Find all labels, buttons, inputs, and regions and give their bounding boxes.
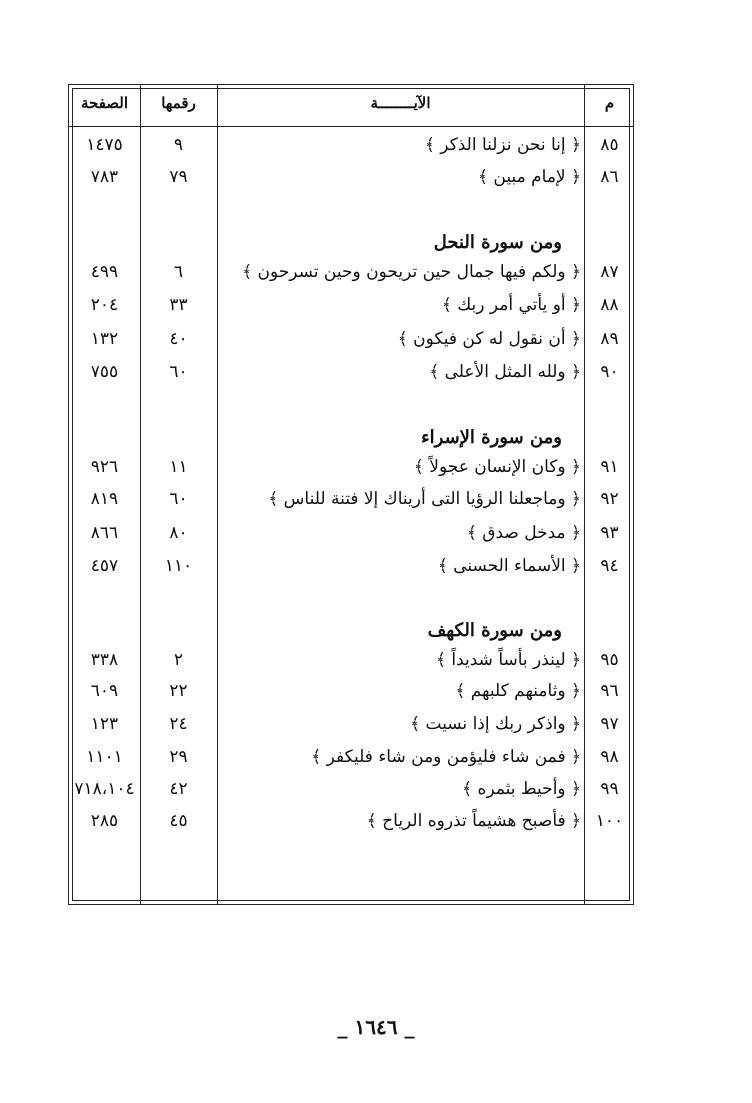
cell-serial: ٩٢ [600, 489, 619, 509]
cell-page: ١٣٢ [90, 329, 119, 349]
cell-ayah-number: ٨٠ [169, 523, 188, 543]
cell-serial: ٩٨ [600, 747, 619, 767]
cell-page: ٨٦٦ [90, 523, 119, 543]
cell-verse: ﴿ وثامنهم كلبهم ﴾ [455, 681, 581, 701]
cell-page: ٧١٨،١٠٤ [74, 779, 135, 799]
cell-ayah-number: ١١٠ [164, 556, 193, 576]
cell-verse: ﴿ وأحيط بثمره ﴾ [462, 779, 581, 799]
cell-page: ٧٥٥ [90, 362, 119, 382]
cell-page: ٢٠٤ [90, 295, 119, 315]
cell-serial: ٨٦ [600, 167, 619, 187]
cell-serial: ٩٩ [600, 779, 619, 799]
cell-ayah-number: ٤٠ [169, 329, 188, 349]
cell-ayah-number: ٢٩ [169, 747, 188, 767]
cell-serial: ٩١ [600, 457, 619, 477]
cell-verse: ﴿ لإمام مبين ﴾ [478, 167, 581, 187]
cell-page: ٧٨٣ [90, 167, 119, 187]
cell-serial: ٨٨ [600, 295, 619, 315]
cell-verse: ﴿ وكان الإنسان عجولاً ﴾ [413, 457, 581, 477]
cell-ayah-number: ٧٩ [169, 167, 188, 187]
header-verse: الآيــــــــة [370, 94, 431, 112]
cell-verse: ﴿ فأصبح هشيماً تذروه الرياح ﴾ [366, 811, 581, 831]
cell-serial: ٨٥ [600, 135, 619, 155]
cell-serial: ٩٠ [600, 362, 619, 382]
cell-verse: ﴿ إنا نحن نزلنا الذكر ﴾ [424, 135, 581, 155]
cell-page: ٨١٩ [90, 489, 119, 509]
surah-heading: ومن سورة الإسراء [421, 427, 562, 448]
cell-serial: ٨٧ [600, 262, 619, 282]
cell-serial: ٩٦ [600, 681, 619, 701]
cell-serial: ٩٤ [600, 556, 619, 576]
header-page: الصفحة [80, 94, 129, 112]
cell-ayah-number: ٤٥ [169, 811, 188, 831]
cell-page: ١٢٣ [90, 714, 119, 734]
surah-heading: ومن سورة النحل [433, 232, 562, 253]
cell-page: ١١٠١ [86, 747, 123, 767]
cell-verse: ﴿ لينذر بأساً شديداً ﴾ [436, 650, 581, 670]
cell-verse: ﴿ واذكر ربك إذا نسيت ﴾ [410, 714, 581, 734]
cell-ayah-number: ٤٢ [169, 779, 188, 799]
cell-serial: ٩٥ [600, 650, 619, 670]
cell-ayah-number: ٣٣ [169, 295, 188, 315]
index-table [68, 84, 634, 905]
cell-ayah-number: ٢ [173, 650, 184, 670]
cell-ayah-number: ٦٠ [169, 489, 188, 509]
cell-page: ٤٥٧ [90, 556, 119, 576]
cell-page: ١٤٧٥ [86, 135, 123, 155]
cell-verse: ﴿ ولكم فيها جمال حين تريحون وحين تسرحون ﴾ [242, 262, 581, 282]
cell-verse: ﴿ أن نقول له كن فيكون ﴾ [397, 329, 581, 349]
surah-heading: ومن سورة الكهف [427, 620, 562, 641]
cell-verse: ﴿ وماجعلنا الرؤيا التى أريناك إلا فتنة للناس ﴾ [268, 489, 581, 509]
cell-serial: ٩٧ [600, 714, 619, 734]
cell-verse: ﴿ الأسماء الحسنى ﴾ [437, 556, 581, 576]
cell-ayah-number: ٢٢ [169, 681, 188, 701]
cell-verse: ﴿ أو يأتي أمر ربك ﴾ [441, 295, 581, 315]
cell-ayah-number: ٦٠ [169, 362, 188, 382]
cell-verse: ﴿ مدخل صدق ﴾ [466, 523, 581, 543]
header-ayah-number: رقمها [161, 94, 196, 112]
cell-ayah-number: ٩ [173, 135, 184, 155]
cell-ayah-number: ٦ [173, 262, 184, 282]
cell-page: ٣٣٨ [90, 650, 119, 670]
cell-serial: ٨٩ [600, 329, 619, 349]
cell-serial: ١٠٠ [595, 811, 624, 831]
cell-page: ٤٩٩ [90, 262, 119, 282]
cell-serial: ٩٣ [600, 523, 619, 543]
cell-page: ٢٨٥ [90, 811, 119, 831]
cell-verse: ﴿ ولله المثل الأعلى ﴾ [429, 362, 581, 382]
header-serial: م [604, 94, 615, 112]
cell-page: ٩٢٦ [90, 457, 119, 477]
cell-verse: ﴿ فمن شاء فليؤمن ومن شاء فليكفر ﴾ [311, 747, 581, 767]
cell-ayah-number: ١١ [169, 457, 188, 477]
page-number: _ ١٦٤٦ _ [337, 1015, 415, 1039]
cell-ayah-number: ٢٤ [169, 714, 188, 734]
cell-page: ٦٠٩ [90, 681, 119, 701]
header-divider [69, 126, 633, 127]
